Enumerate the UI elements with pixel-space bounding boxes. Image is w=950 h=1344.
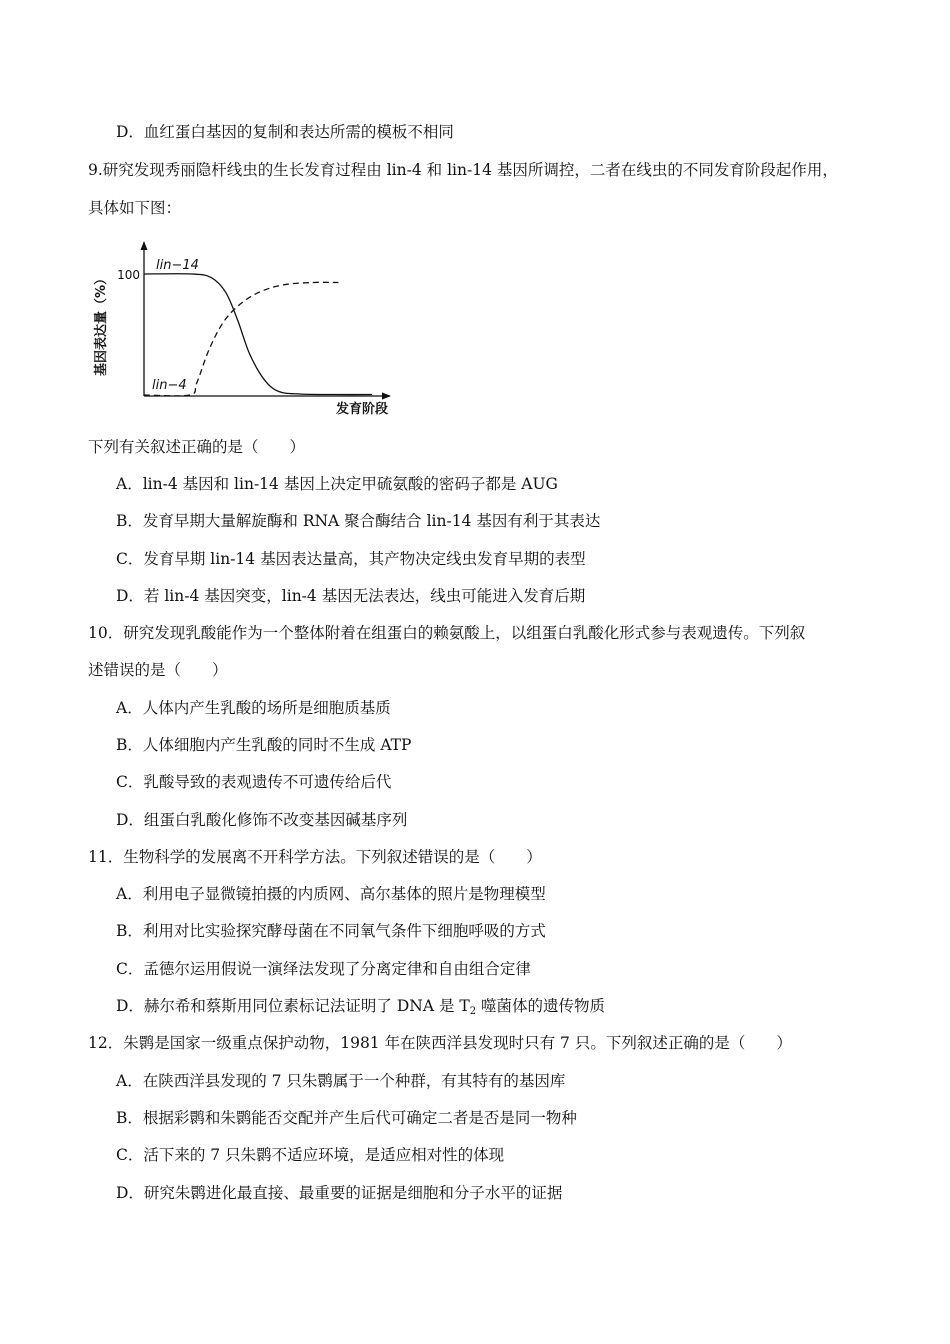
q8-option-d: D．血红蛋白基因的复制和表达所需的模板不相同 bbox=[116, 123, 454, 141]
q10-option-a: A．人体内产生乳酸的场所是细胞质基质 bbox=[116, 699, 391, 717]
q11-option-a: A．利用电子显微镜拍摄的内质网、高尔基体的照片是物理模型 bbox=[116, 885, 546, 903]
q10-stem-line2: 述错误的是（ ） bbox=[88, 661, 228, 679]
x-axis-label: 发育阶段 bbox=[336, 402, 389, 417]
q9-option-c: C．发育早期 lin-14 基因表达量高，其产物决定线虫发育早期的表型 bbox=[116, 550, 586, 568]
q9-option-d: D．若 lin-4 基因突变，lin-4 基因无法表达，线虫可能进入发育后期 bbox=[116, 587, 586, 605]
q9-stem-line2: 具体如下图： bbox=[88, 199, 182, 217]
y-axis-label: 基因表达量（%） bbox=[94, 271, 109, 377]
q12-option-b: B．根据彩鹮和朱鹮能否交配并产生后代可确定二者是否是同一物种 bbox=[116, 1109, 577, 1127]
legend-lin14: lin−14 bbox=[156, 258, 199, 273]
q11-option-d-text-end: 噬菌体的遗传物质 bbox=[476, 997, 606, 1015]
y-tick-label: 100 bbox=[117, 268, 140, 282]
q11-option-d-subscript: 2 bbox=[469, 1006, 477, 1017]
q11-option-d bbox=[116, 995, 605, 1023]
q9-stem-line1: 9.研究发现秀丽隐杆线虫的生长发育过程由 lin-4 和 lin-14 基因所调控，二者在线虫的不同发育阶段起作用， bbox=[88, 161, 838, 179]
q10-option-c: C．乳酸导致的表观遗传不可遗传给后代 bbox=[116, 773, 392, 791]
q11-option-b: B．利用对比实验探究酵母菌在不同氧气条件下细胞呼吸的方式 bbox=[116, 922, 546, 940]
q10-option-d: D．组蛋白乳酸化修饰不改变基因碱基序列 bbox=[116, 811, 408, 829]
q11-stem: 11．生物科学的发展离不开科学方法。下列叙述错误的是（ ） bbox=[88, 848, 542, 866]
q9-ask: 下列有关叙述正确的是（ ） bbox=[88, 438, 306, 456]
q12-stem: 12．朱鹮是国家一级重点保护动物，1981 年在陕西洋县发现时只有 7 只。下列叙述正确的是（ ） bbox=[88, 1034, 792, 1052]
legend-lin4: lin−4 bbox=[152, 378, 187, 393]
q12-option-c: C．活下来的 7 只朱鹮不适应环境，是适应相对性的体现 bbox=[116, 1146, 505, 1164]
q9-option-a: A．lin-4 基因和 lin-14 基因上决定甲硫氨酸的密码子都是 AUG bbox=[116, 475, 558, 493]
q11-option-c: C．孟德尔运用假说一演绎法发现了分离定律和自由组合定律 bbox=[116, 960, 531, 978]
q12-option-d: D．研究朱鹮进化最直接、最重要的证据是细胞和分子水平的证据 bbox=[116, 1184, 563, 1202]
q10-stem-line1: 10．研究发现乳酸能作为一个整体附着在组蛋白的赖氨酸上，以组蛋白乳酸化形式参与表观遗传。下列叙 bbox=[88, 624, 806, 642]
series-line-lin14 bbox=[144, 274, 372, 395]
q9-option-b: B．发育早期大量解旋酶和 RNA 聚合酶结合 lin-14 基因有利于其表达 bbox=[116, 512, 601, 530]
gene-expression-chart bbox=[86, 236, 406, 422]
q10-option-b: B．人体细胞内产生乳酸的同时不生成 ATP bbox=[116, 736, 412, 754]
q11-option-d-text: D．赫尔希和蔡斯用同位素标记法证明了 DNA 是 T bbox=[116, 997, 470, 1015]
q12-option-a: A．在陕西洋县发现的 7 只朱鹮属于一个种群，有其特有的基因库 bbox=[116, 1072, 566, 1090]
